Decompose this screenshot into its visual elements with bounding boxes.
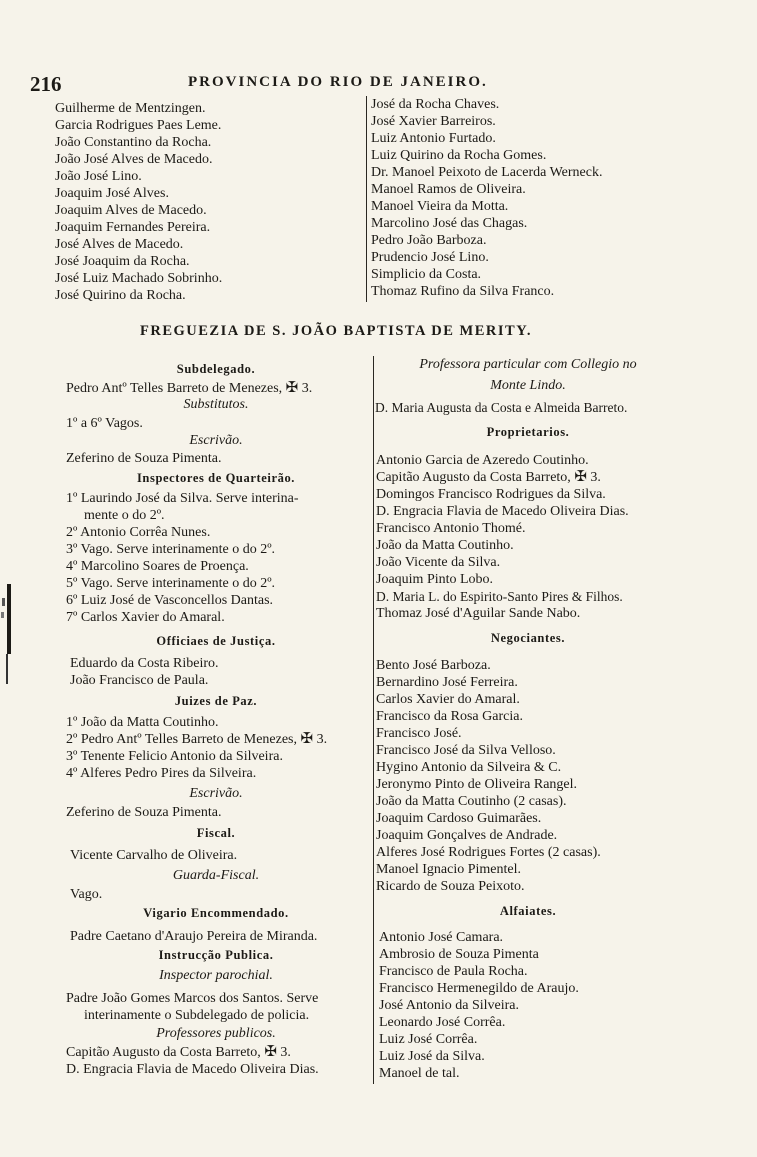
alfaiate-item: Manoel de tal.	[379, 1066, 460, 1081]
subdelegado-entry	[66, 380, 312, 397]
fiscal-entry: Vicente Carvalho de Oliveira.	[70, 848, 238, 863]
negociante-item: Ricardo de Souza Peixoto.	[376, 879, 525, 894]
professora-entry: D. Maria Augusta da Costa e Almeida Barreto.	[375, 400, 628, 415]
list-item: José da Rocha Chaves.	[371, 97, 500, 112]
professora-heading: Professora particular com Collegio no	[419, 357, 637, 372]
entry-name: Pedro Antº Telles Barreto de Menezes,	[66, 381, 283, 396]
escrivao-heading: Escrivão.	[189, 433, 243, 448]
substitutos-heading: Substitutos.	[183, 397, 249, 412]
list-item: Joaquim José Alves.	[55, 186, 169, 201]
juiz-item: 1º João da Matta Coutinho.	[66, 715, 219, 730]
inspector-item: 2º Antonio Corrêa Nunes.	[66, 525, 211, 540]
list-item: Joaquim Alves de Macedo.	[55, 203, 207, 218]
list-item: Dr. Manoel Peixoto de Lacerda Werneck.	[371, 165, 603, 180]
list-item: Thomaz Rufino da Silva Franco.	[371, 284, 555, 299]
inspector-item: 7º Carlos Xavier do Amaral.	[66, 610, 225, 625]
negociante-item: Francisco José da Silva Velloso.	[376, 743, 556, 758]
negociante-item: Bernardino José Ferreira.	[376, 675, 518, 690]
entry-name: Capitão Augusto da Costa Barreto,	[376, 470, 571, 485]
list-item: José Alves de Macedo.	[55, 237, 184, 252]
inspector-parochial-heading: Inspector parochial.	[159, 968, 273, 983]
vigario-entry: Padre Caetano d'Araujo Pereira de Miranda.	[70, 929, 318, 944]
list-item: José Quirino da Rocha.	[55, 288, 186, 303]
inspector-item: 3º Vago. Serve interinamente o do 2º.	[66, 542, 276, 557]
list-item: João Constantino da Rocha.	[55, 135, 212, 150]
juiz-item	[66, 731, 327, 748]
professora-heading: Monte Lindo.	[490, 378, 566, 393]
juizes-heading: Juizes de Paz.	[174, 694, 258, 708]
inspector-item: 1º Laurindo José da Silva. Serve interina-	[66, 491, 299, 506]
officiaes-item: Eduardo da Costa Ribeiro.	[70, 656, 219, 671]
entry-name: 2º Pedro Antº Telles Barreto de Menezes,	[66, 732, 297, 747]
list-item: Guilherme de Mentzingen.	[55, 101, 206, 116]
proprietario-item: D. Maria L. do Espirito-Santo Pires & Filhos.	[376, 589, 623, 604]
alfaiate-item: Ambrosio de Souza Pimenta	[379, 947, 539, 962]
list-item: João José Lino.	[55, 169, 142, 184]
officiaes-heading: Officiaes de Justiça.	[156, 634, 276, 648]
proprietario-item: Francisco Antonio Thomé.	[376, 521, 526, 536]
inspector-parochial-entry: interinamente o Subdelegado de policia.	[84, 1008, 310, 1023]
list-item: Luiz Antonio Furtado.	[371, 131, 496, 146]
proprietario-item: Domingos Francisco Rodrigues da Silva.	[376, 487, 606, 502]
escrivao-entry: Zeferino de Souza Pimenta.	[66, 451, 222, 466]
order-cross-icon: ✠	[264, 1044, 277, 1060]
list-item: Simplicio da Costa.	[371, 267, 482, 282]
list-item: João José Alves de Macedo.	[55, 152, 213, 167]
order-grade: 3.	[280, 1045, 291, 1060]
list-item: Pedro João Barboza.	[371, 233, 487, 248]
binding-mark	[0, 578, 12, 688]
list-item: Garcia Rodrigues Paes Leme.	[55, 118, 222, 133]
officiaes-item: João Francisco de Paula.	[70, 673, 209, 688]
order-grade: 3.	[590, 470, 601, 485]
vigario-heading: Vigario Encommendado.	[143, 906, 289, 920]
list-item: Luiz Quirino da Rocha Gomes.	[371, 148, 547, 163]
negociante-item: Joaquim Cardoso Guimarães.	[376, 811, 542, 826]
running-title: PROVINCIA DO RIO DE JANEIRO.	[188, 74, 488, 90]
page-number: 216	[30, 72, 62, 96]
negociante-item: João da Matta Coutinho (2 casas).	[376, 794, 567, 809]
proprietario-item	[376, 469, 601, 486]
alfaiate-item: Francisco Hermenegildo de Araujo.	[379, 981, 579, 996]
proprietario-item: João Vicente da Silva.	[376, 555, 501, 570]
juiz-item: 4º Alferes Pedro Pires da Silveira.	[66, 766, 257, 781]
alfaiates-heading: Alfaiates.	[499, 904, 557, 918]
proprietario-item: Joaquim Pinto Lobo.	[376, 572, 494, 587]
alfaiate-item: Francisco de Paula Rocha.	[379, 964, 528, 979]
list-item: Marcolino José das Chagas.	[371, 216, 528, 231]
escrivao-heading: Escrivão.	[189, 786, 243, 801]
proprietarios-heading: Proprietarios.	[486, 425, 570, 439]
alfaiate-item: Leonardo José Corrêa.	[379, 1015, 506, 1030]
section-title: FREGUEZIA DE S. JOÃO BAPTISTA DE MERITY.	[140, 323, 532, 339]
inspector-parochial-entry: Padre João Gomes Marcos dos Santos. Serve	[66, 991, 319, 1006]
negociante-item: Joaquim Gonçalves de Andrade.	[376, 828, 558, 843]
alfaiate-item: Luiz José Corrêa.	[379, 1032, 478, 1047]
main-column-rule	[373, 356, 374, 1084]
list-item: Prudencio José Lino.	[371, 250, 489, 265]
proprietario-item: Thomaz José d'Aguilar Sande Nabo.	[376, 606, 581, 621]
inspector-item: 6º Luiz José de Vasconcellos Dantas.	[66, 593, 274, 608]
instruccao-heading: Instrucção Publica.	[158, 948, 274, 962]
proprietario-item: Antonio Garcia de Azeredo Coutinho.	[376, 453, 589, 468]
inspectores-heading: Inspectores de Quarteirão.	[136, 471, 296, 485]
inspector-item: mente o do 2º.	[84, 508, 165, 523]
subdelegado-heading: Subdelegado.	[176, 362, 256, 376]
negociantes-heading: Negociantes.	[490, 631, 566, 645]
alfaiate-item: José Antonio da Silveira.	[379, 998, 519, 1013]
top-column-rule	[366, 96, 367, 302]
guarda-entry: Vago.	[70, 887, 103, 902]
negociante-item: Jeronymo Pinto de Oliveira Rangel.	[376, 777, 578, 792]
list-item: Joaquim Fernandes Pereira.	[55, 220, 211, 235]
order-grade: 3.	[301, 381, 313, 396]
inspector-item: 5º Vago. Serve interinamente o do 2º.	[66, 576, 276, 591]
substitutos-entry: 1º a 6º Vagos.	[66, 416, 143, 431]
inspector-item: 4º Marcolino Soares de Proença.	[66, 559, 249, 574]
negociante-item: Francisco da Rosa Garcia.	[376, 709, 523, 724]
list-item: Manoel Ramos de Oliveira.	[371, 182, 526, 197]
order-cross-icon: ✠	[574, 469, 587, 485]
negociante-item: Manoel Ignacio Pimentel.	[376, 862, 522, 877]
negociante-item: Carlos Xavier do Amaral.	[376, 692, 520, 707]
order-grade: 3.	[316, 732, 328, 747]
escrivao-entry: Zeferino de Souza Pimenta.	[66, 805, 222, 820]
entry-name: Capitão Augusto da Costa Barreto,	[66, 1045, 261, 1060]
negociante-item: Francisco José.	[376, 726, 462, 741]
list-item: Manoel Vieira da Motta.	[371, 199, 509, 214]
professores-heading: Professores publicos.	[156, 1026, 276, 1041]
guarda-heading: Guarda-Fiscal.	[172, 868, 260, 883]
order-cross-icon: ✠	[285, 380, 299, 396]
order-cross-icon: ✠	[300, 731, 314, 747]
proprietario-item: João da Matta Coutinho.	[376, 538, 514, 553]
proprietario-item: D. Engracia Flavia de Macedo Oliveira Dias.	[376, 504, 629, 519]
negociante-item: Hygino Antonio da Silveira & C.	[376, 760, 562, 775]
professor-item	[66, 1044, 291, 1061]
list-item: José Luiz Machado Sobrinho.	[55, 271, 223, 286]
alfaiate-item: Antonio José Camara.	[379, 930, 504, 945]
list-item: José Xavier Barreiros.	[371, 114, 496, 129]
juiz-item: 3º Tenente Felicio Antonio da Silveira.	[66, 749, 283, 764]
professor-item: D. Engracia Flavia de Macedo Oliveira Dias.	[66, 1062, 319, 1077]
list-item: José Joaquim da Rocha.	[55, 254, 190, 269]
fiscal-heading: Fiscal.	[196, 826, 236, 840]
negociante-item: Alferes José Rodrigues Fortes (2 casas).	[376, 845, 601, 860]
negociante-item: Bento José Barboza.	[376, 658, 491, 673]
alfaiate-item: Luiz José da Silva.	[379, 1049, 485, 1064]
